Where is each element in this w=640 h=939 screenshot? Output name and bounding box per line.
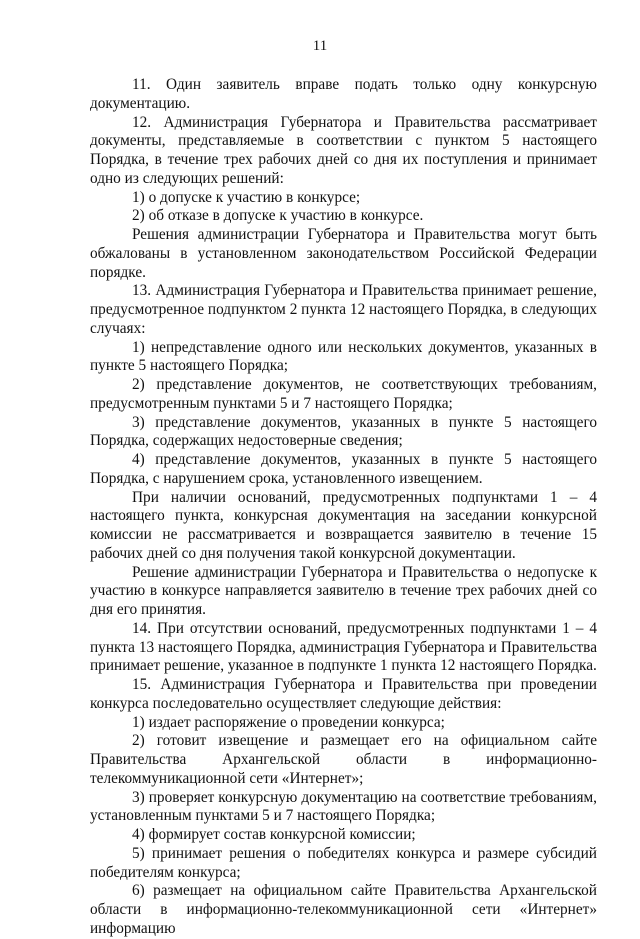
paragraph-15-item-5: 5) принимает решения о победителях конкурса и размере субсидий победителям конкурса;: [90, 844, 597, 881]
paragraph-14: 14. При отсутствии оснований, предусмотренных подпунктами 1 – 4 пункта 13 настоящего Порядка, администрация Губернатора и Правительства принимает решение, указанное в подпункте 1 пункта 12 настоящего Порядка.: [90, 619, 597, 675]
paragraph-12-appeal: Решения администрации Губернатора и Правительства могут быть обжалованы в установленном законодательством Российской Федерации порядке.: [90, 226, 597, 281]
paragraph-12-item-2: 2) об отказе в допуске к участию в конкурсе.: [132, 207, 424, 225]
paragraph-13-rejection: Решение администрации Губернатора и Правительства о недопуске к участию в конкурсе направляется заявителю в течение трех рабочих дней со дня его принятия.: [90, 563, 597, 618]
paragraph-13-return: При наличии оснований, предусмотренных подпунктами 1 – 4 настоящего пункта, конкурсная документация на заседании конкурсной комиссии не рассматривается и возвращается заявителю в течение 15 рабочих дней со дня получения такой конкурсной документации.: [90, 488, 597, 562]
paragraph-12-item-1: 1) о допуске к участию в конкурсе;: [132, 188, 361, 206]
paragraph-13-item-3: 3) представление документов, указанных в пункте 5 настоящего Порядка, содержащих недостоверные сведения;: [90, 413, 597, 450]
paragraph-13: 13. Администрация Губернатора и Правительства принимает решение, предусмотренное подпунктом 2 пункта 12 настоящего Порядка, в следующих случаях:: [90, 282, 597, 337]
document-body: [90, 76, 597, 939]
paragraph-13-item-2: 2) представление документов, не соответствующих требованиям, предусмотренным пунктами 5 и 7 настоящего Порядка;: [90, 376, 597, 412]
paragraph-15-item-1: 1) издает распоряжение о проведении конкурса;: [132, 713, 445, 731]
paragraph-15: 15. Администрация Губернатора и Правительства при проведении конкурса последовательно осуществляет следующие действия:: [90, 676, 597, 712]
page-number: 11: [312, 38, 328, 54]
paragraph-13-item-4: 4) представление документов, указанных в пункте 5 настоящего Порядка, с нарушением срока, установленного извещением.: [90, 451, 597, 487]
paragraph-11: 11. Один заявитель вправе подать только одну конкурсную документацию.: [90, 76, 597, 112]
paragraph-13-item-1: 1) непредставление одного или нескольких документов, указанных в пункте 5 настоящего Порядка;: [90, 338, 597, 375]
paragraph-15-item-2: 2) готовит извещение и размещает его на официальном сайте Правительства Архангельской области в информационно-телекоммуникационной сети «Интернет»;: [90, 732, 597, 787]
paragraph-12: 12. Администрация Губернатора и Правительства рассматривает документы, представляемые в соответствии с пунктом 5 настоящего Порядка, в течение трех рабочих дней со дня их поступления и принимает одно из следующих решений:: [90, 113, 597, 187]
paragraph-15-item-3: 3) проверяет конкурсную документацию на соответствие требованиям, установленным пунктами 5 и 7 настоящего Порядка;: [90, 788, 597, 825]
paragraph-15-item-6: 6) размещает на официальном сайте Правительства Архангельской области в информационно-телекоммуникационной сети «Интернет» информацию: [90, 882, 597, 937]
paragraph-15-item-4: 4) формирует состав конкурсной комиссии;: [132, 826, 416, 843]
